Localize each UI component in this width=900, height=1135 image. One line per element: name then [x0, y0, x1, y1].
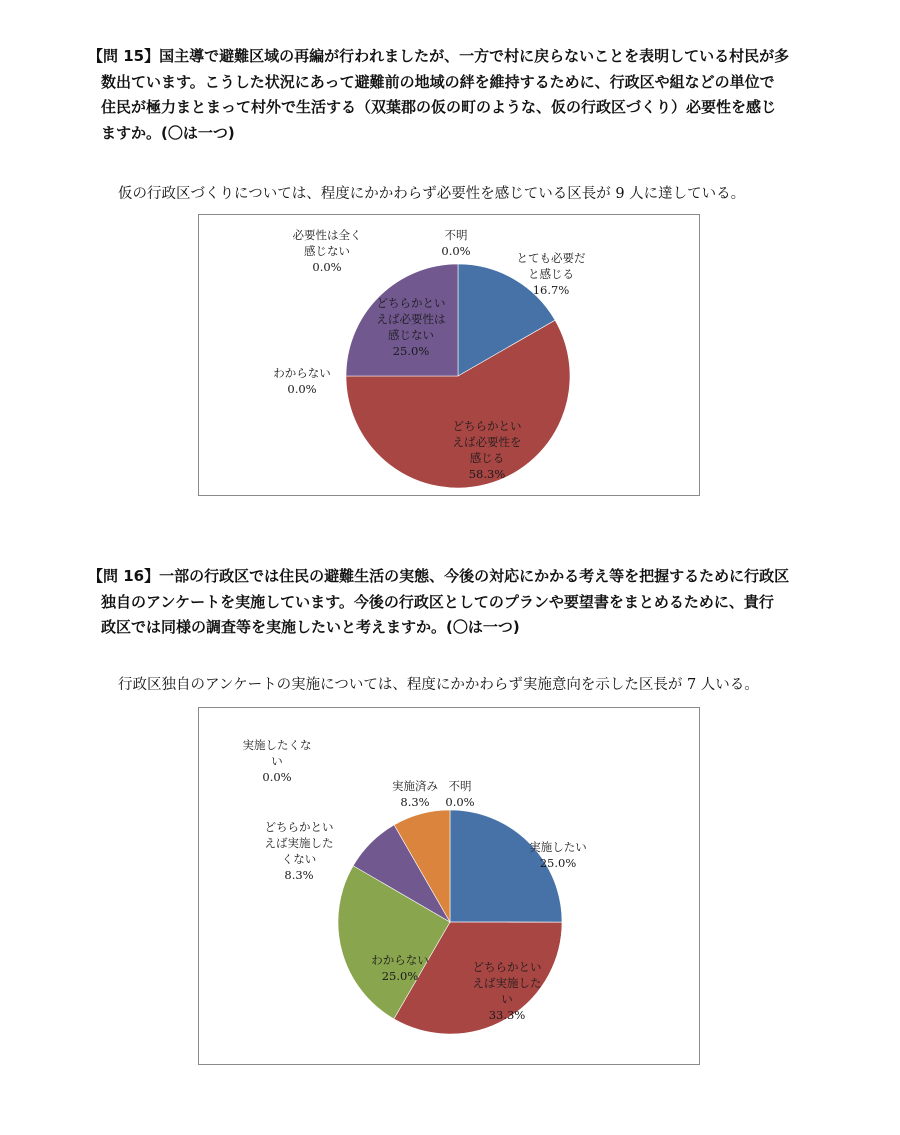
question-15-text — [88, 44, 828, 146]
q16-pie-chart — [199, 708, 701, 1066]
slice-label-line: くない — [281, 852, 317, 866]
slice-label-line: い — [271, 754, 283, 768]
slice-percent: 0.0% — [445, 795, 475, 809]
slice-percent: 0.0% — [262, 770, 292, 784]
slice-label-line: 不明 — [448, 779, 472, 793]
slice-percent: 58.3% — [468, 467, 506, 481]
slice-label-line: えば必要性を — [452, 435, 522, 449]
q15-line: 数出ています。こうした状況にあって避難前の地域の絆を維持するために、行政区や組などの単位で — [101, 72, 775, 91]
slice-label — [392, 779, 438, 809]
q15-line: 【問 15】国主導で避難区域の再編が行われましたが、一方で村に戻らないことを表明している村民が多 — [88, 47, 790, 65]
q16-summary: 行政区独自のアンケートの実施については、程度にかかわらず実施意向を示した区長が 7 人いる。 — [118, 677, 759, 693]
slice-label-line: 必要性は全く — [292, 228, 362, 242]
slice-label — [445, 779, 474, 809]
slice-label-line: 不明 — [444, 228, 468, 242]
slice-label — [243, 738, 312, 784]
slice-label-line: えば必要性は — [376, 312, 446, 326]
slice-label — [265, 820, 334, 882]
slice-label-line: わからない — [273, 366, 331, 380]
slice-percent: 8.3% — [400, 795, 430, 809]
slice-label — [441, 228, 470, 258]
q16-line: 独自のアンケートを実施しています。今後の行政区としてのプランや要望書をまとめるために、貴行 — [101, 592, 774, 611]
q16-line: 政区では同様の調査等を実施したいと考えますか。(〇は一つ) — [101, 618, 520, 636]
q15-pie-chart — [199, 215, 701, 497]
slice-percent: 33.3% — [488, 1008, 526, 1022]
slice-label-line: どちらかとい — [376, 296, 446, 310]
q15-summary: 仮の行政区づくりについては、程度にかかわらず必要性を感じている区長が 9 人に達している。 — [118, 186, 746, 202]
q15-line: ますか。(〇は一つ) — [101, 123, 235, 142]
slice-label — [293, 228, 362, 274]
q15-line: 住民が極力まとまって村外で生活する（双葉郡の仮の町のような、仮の行政区づくり）必要性を感じ — [101, 98, 777, 116]
slice-label-line: 感じる — [469, 451, 505, 465]
slice-percent: 0.0% — [287, 382, 317, 396]
slice-percent: 25.0% — [381, 969, 419, 983]
slice-label-line: 実施したくな — [242, 738, 312, 752]
slice-percent: 8.3% — [284, 868, 314, 882]
slice-label-line: わからない — [371, 953, 429, 967]
slice-label-line: えば実施した — [472, 976, 542, 990]
slice-label-line: 実施済み — [392, 779, 438, 793]
slice-label-line: い — [501, 992, 513, 1006]
slice-label-line: 実施したい — [529, 840, 587, 854]
slice-percent: 0.0% — [312, 260, 342, 274]
slice-label-line: 感じない — [304, 244, 350, 258]
slice-percent: 25.0% — [392, 344, 430, 358]
q16-line: 【問 16】一部の行政区では住民の避難生活の実態、今後の対応にかかる考え等を把握するために行政区 — [88, 567, 790, 585]
q15-pie-chart-frame — [198, 214, 700, 496]
slice-label-line: どちらかとい — [452, 419, 522, 433]
slice-label-line: 感じない — [388, 328, 434, 342]
slice-label-line: どちらかとい — [264, 820, 334, 834]
slice-label — [273, 366, 331, 396]
q16-pie-chart-frame — [198, 707, 700, 1065]
question-16-text — [88, 564, 828, 641]
slice-percent: 16.7% — [532, 283, 570, 297]
slice-label-line: と感じる — [528, 267, 574, 281]
slice-label-line: えば実施した — [264, 836, 334, 850]
slice-label-line: どちらかとい — [472, 960, 542, 974]
slice-percent: 0.0% — [441, 244, 471, 258]
slice-label-line: とても必要だ — [516, 251, 586, 265]
slice-percent: 25.0% — [539, 856, 577, 870]
